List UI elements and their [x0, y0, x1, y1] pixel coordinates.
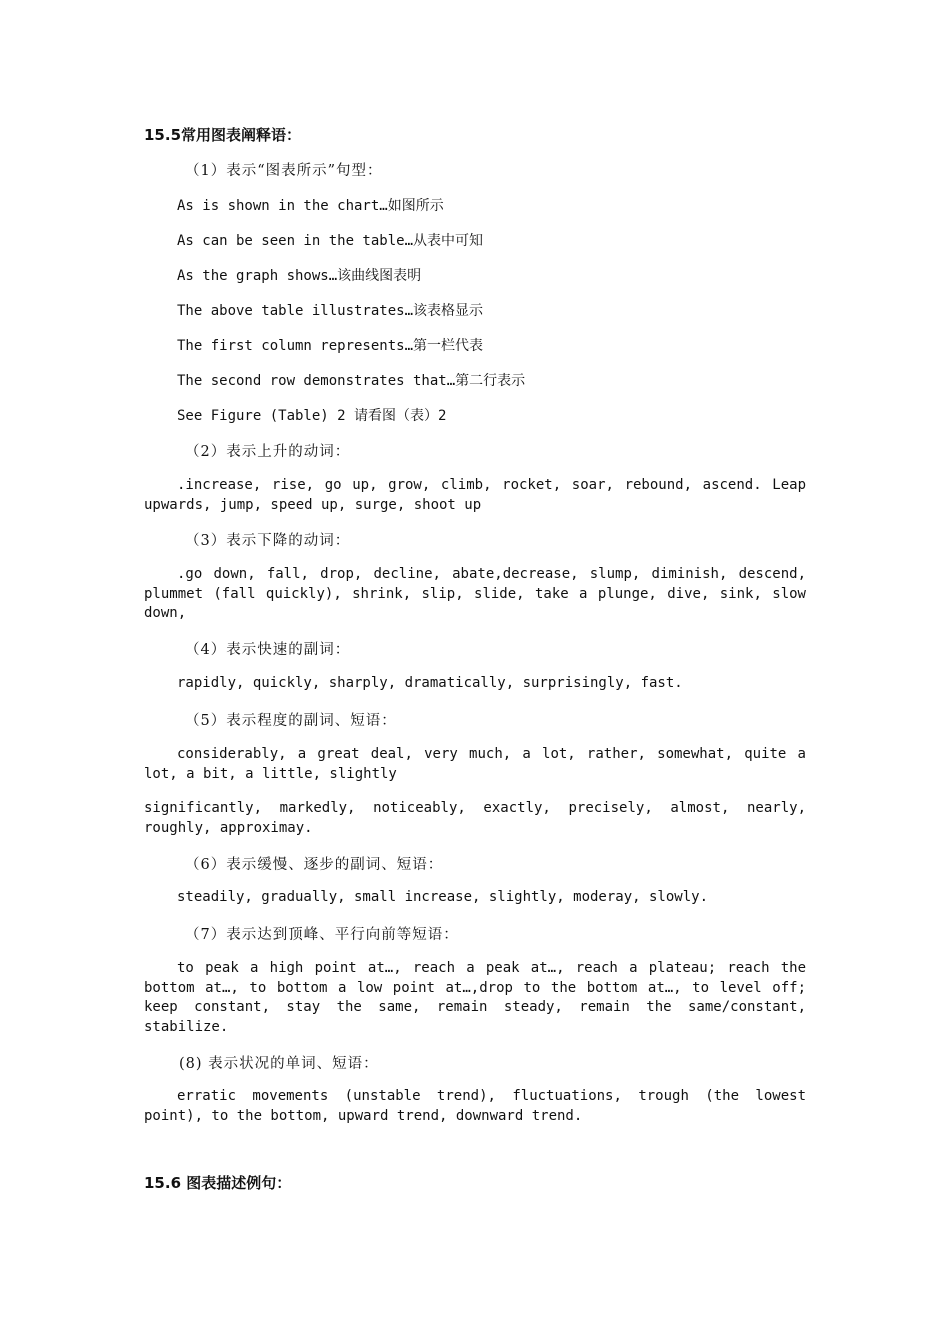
subheading-5: （5）表示程度的副词、短语：	[185, 713, 397, 729]
phrase-line-5: The first column represents…第一栏代表	[177, 338, 484, 354]
fall-verbs-paragraph: .go down, fall, drop, decline, abate,decrease, slump, diminish, descend, plummet (fall quickly), shrink, slip, slide, take a plunge, dive, sink, slow down,	[144, 566, 806, 621]
phrase-line-2: As can be seen in the table…从表中可知	[177, 233, 484, 249]
subheading-7: （7）表示达到顶峰、平行向前等短语：	[185, 927, 459, 943]
phrase-line-4: The above table illustrates…该表格显示	[177, 303, 484, 319]
rise-verbs-paragraph: .increase, rise, go up, grow, climb, rocket, soar, rebound, ascend. Leap upwards, jump, speed up, surge, shoot up	[144, 477, 806, 513]
phrase-line-7: See Figure (Table) 2 请看图（表）2	[177, 408, 447, 424]
degree-paragraph-2: significantly, markedly, noticeably, exactly, precisely, almost, nearly, roughly, approximay.	[144, 800, 806, 836]
slow-adverbs-line: steadily, gradually, small increase, slightly, moderay, slowly.	[177, 889, 709, 905]
subheading-3: （3）表示下降的动词：	[185, 533, 351, 549]
phrase-line-3: As the graph shows…该曲线图表明	[177, 268, 422, 284]
peak-phrases-paragraph: to peak a high point at…, reach a peak at…, reach a plateau; reach the bottom at…, to bottom a low point at…,drop to the bottom at…, to level off; keep constant, stay the same, remain steady, remain the same/constant, stabilize.	[144, 960, 806, 1035]
section-heading-15-6: 15.6 图表描述例句：	[144, 1174, 292, 1192]
phrase-line-6: The second row demonstrates that…第二行表示	[177, 373, 526, 389]
degree-paragraph-1: considerably, a great deal, very much, a lot, rather, somewhat, quite a lot, a bit, a little, slightly	[144, 746, 806, 782]
subheading-2: （2）表示上升的动词：	[185, 444, 351, 460]
fast-adverbs-line: rapidly, quickly, sharply, dramatically, surprisingly, fast.	[177, 675, 683, 691]
subheading-4: （4）表示快速的副词：	[185, 642, 351, 658]
phrase-line-1: As is shown in the chart…如图所示	[177, 198, 444, 214]
situation-words-paragraph: erratic movements (unstable trend), fluctuations, trough (the lowest point), to the bottom, upward trend, downward trend.	[144, 1088, 806, 1124]
subheading-1: （1）表示“图表所示”句型：	[185, 163, 383, 179]
section-heading-15-5: 15.5常用图表阐释语：	[144, 126, 302, 144]
subheading-8: (8) 表示状况的单词、短语：	[179, 1056, 379, 1072]
subheading-6: （6）表示缓慢、逐步的副词、短语：	[185, 857, 444, 873]
